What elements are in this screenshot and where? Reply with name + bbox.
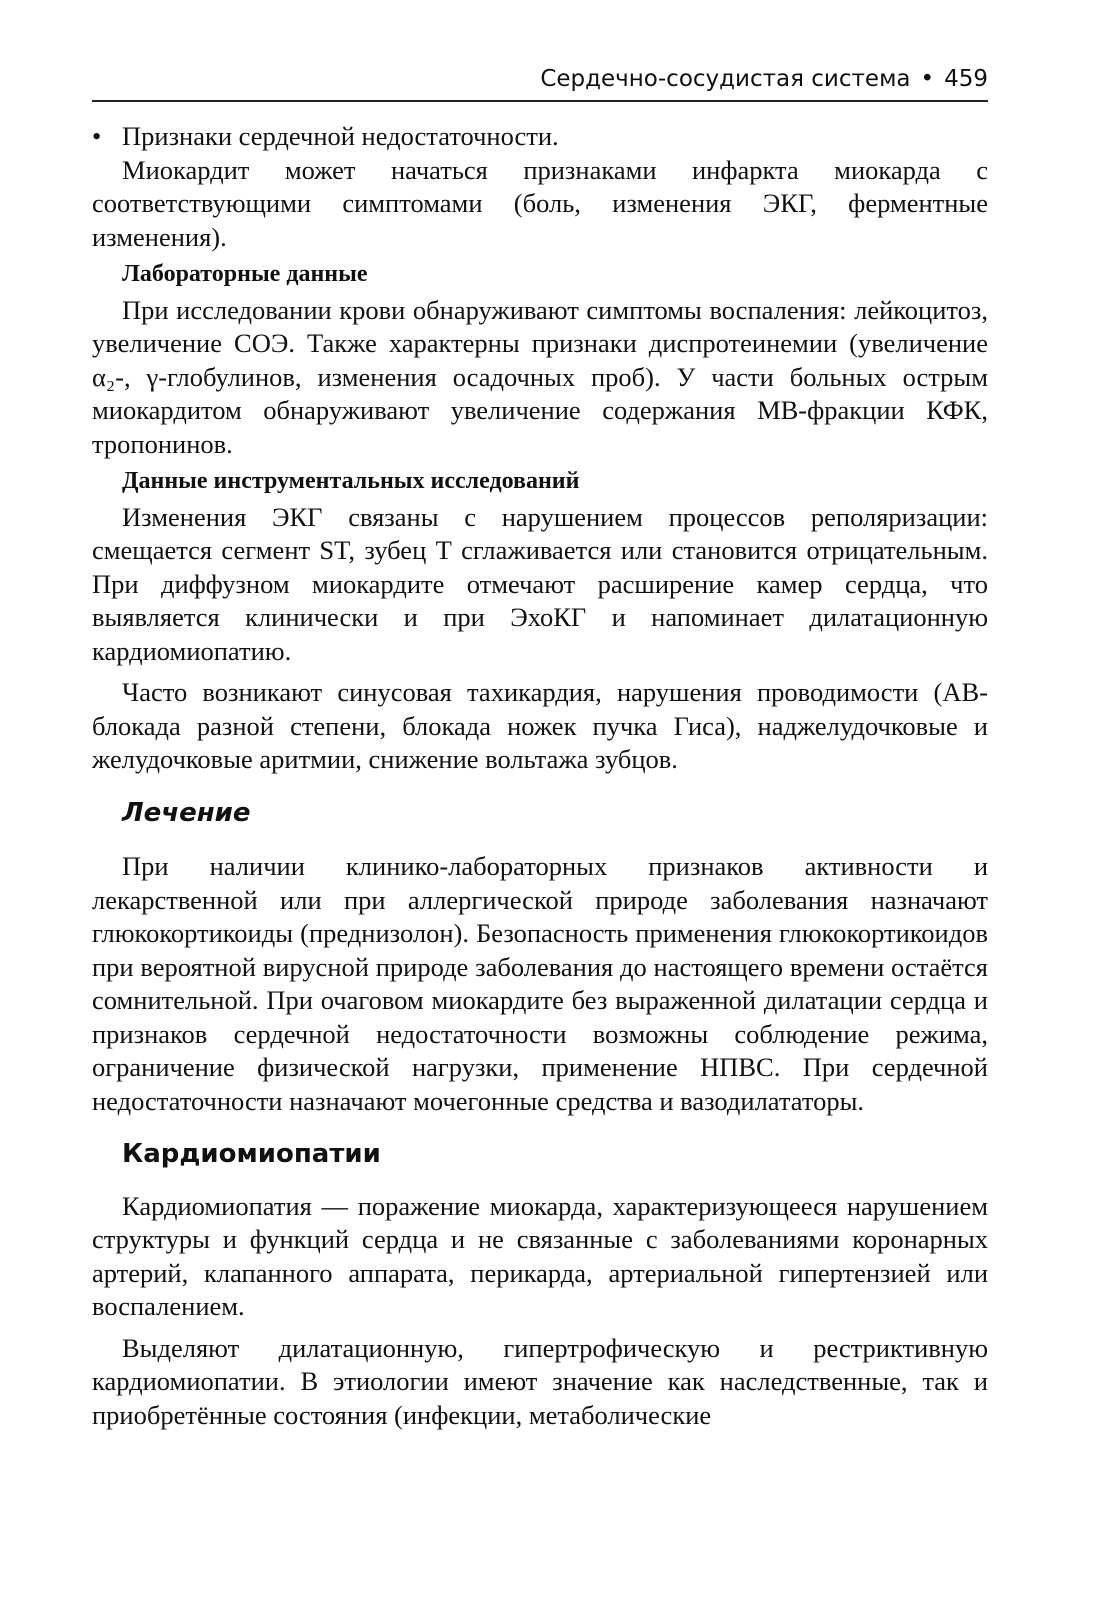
heading-treatment: Лечение [122,797,251,828]
page-body [92,120,988,1432]
page-number: 459 [944,66,988,92]
bullet-icon: • [92,121,102,151]
heading-lab-data: Лабораторные данные [122,261,368,287]
header-separator: • [920,66,935,92]
list-item [92,120,988,154]
heading-instrumental-data: Данные инструментальных исследований [122,468,580,494]
heading-cardiomyopathies: Кардиомиопатии [122,1139,381,1169]
paragraph-myocarditis-onset: Миокардит может начаться признаками инфаркта миокарда с соответствующими симптомами (боль, изменения ЭКГ, ферментные изменения). [92,154,988,252]
paragraph-lab-data: При исследовании крови обнаруживают симптомы воспаления: лейкоцитоз, увеличение СОЭ. Также характерны признаки диспротеинемии (увеличение α₂-, γ-глобулинов, изменения осадочных проб). У части больных острым миокардитом обнаруживают увеличение содержания МВ-фракции КФК, тропонинов. [92,294,988,459]
paragraph-cardiomyopathy-definition: Кардиомиопатия — поражение миокарда, характеризующееся нарушением структуры и функций сердца и не связанные с заболеваниями коронарных артерий, клапанного аппарата, перикарда, артериальной гипертензией или воспалением. [92,1190,988,1321]
book-page [92,62,988,1432]
paragraph-treatment: При наличии клинико-лабораторных признаков активности и лекарственной или при аллергической природе заболевания назначают глюкокортикоиды (преднизолон). Безопасность применения глюкокортикоидов при вероятной вирусной природе заболевания до настоящего времени остаётся сомнительной. При очаговом миокардите без выраженной дилатации сердца и признаков сердечной недостаточности возможны соблюдение режима, ограничение физической нагрузки, применение НПВС. При сердечной недостаточности назначают мочегонные средства и вазодилататоры. [92,851,988,1116]
running-header [92,62,988,102]
running-title: Сердечно-сосудистая система [540,66,911,92]
paragraph-ecg-changes: Изменения ЭКГ связаны с нарушением процессов реполяризации: смещается сегмент ST, зубец Т сглаживается или становится отрицательным. При диффузном миокардите отмечают расширение камер сердца, что выявляется клинически и при ЭхоКГ и напоминает дилатационную кардиомиопатию. [92,501,988,666]
paragraph-arrhythmias: Часто возникают синусовая тахикардия, нарушения проводимости (АВ-блокада разной степени, блокада ножек пучка Гиса), наджелудочковые и желудочковые аритмии, снижение вольтажа зубцов. [92,677,988,774]
list-item-text: Признаки сердечной недостаточности. [122,121,559,151]
paragraph-cardiomyopathy-types: Выделяют дилатационную, гипертрофическую и рестриктивную кардиомиопатии. В этиологии имеют значение как наследственные, так и приобретённые состояния (инфекции, метаболические [92,1332,988,1430]
